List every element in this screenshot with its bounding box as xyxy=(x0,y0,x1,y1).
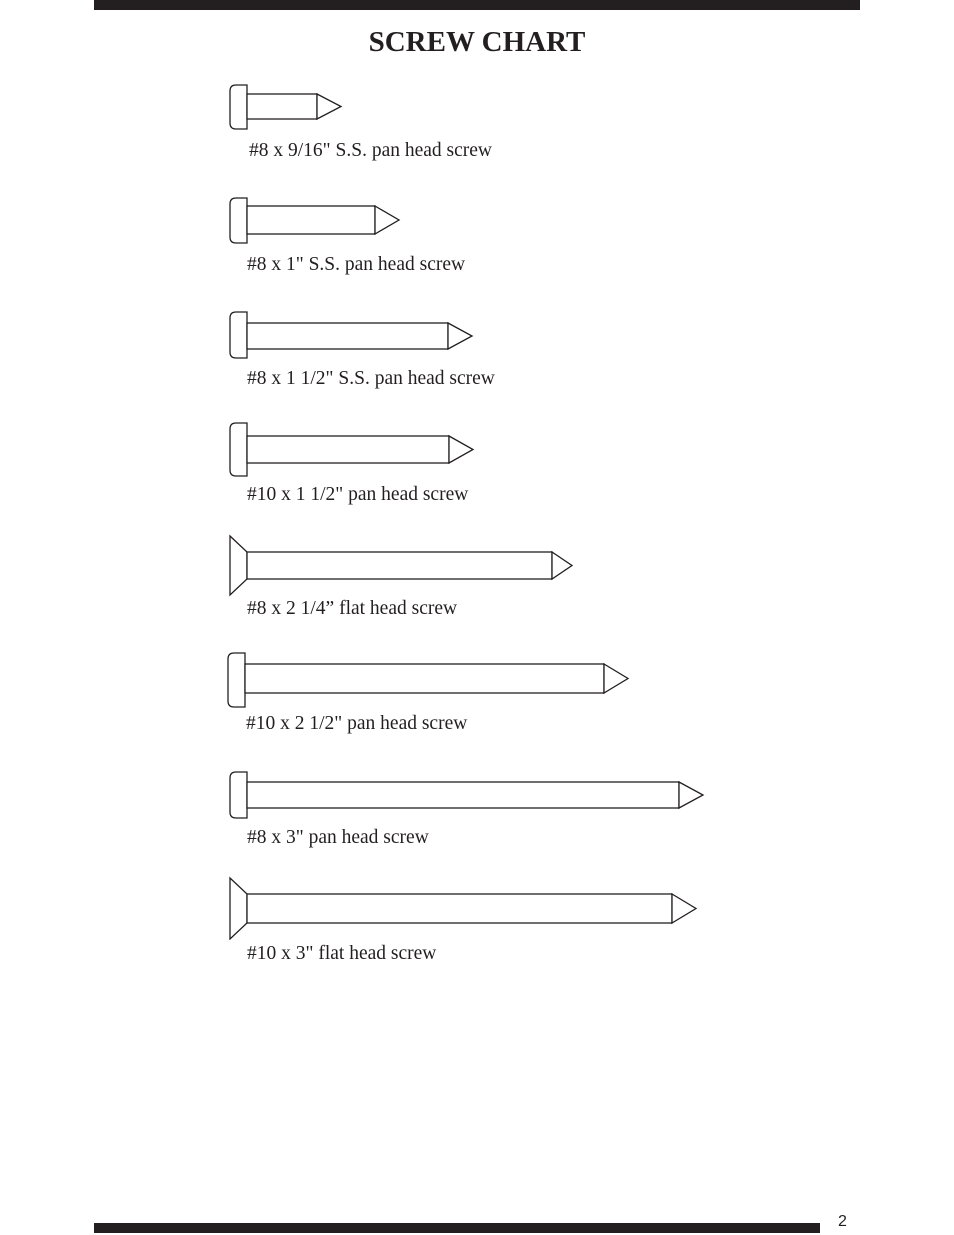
screw-label: #8 x 2 1/4” flat head screw xyxy=(247,598,458,619)
screw-label: #8 x 1" S.S. pan head screw xyxy=(247,254,466,275)
flat-head-screw-icon xyxy=(0,534,954,598)
pan-head-screw-icon xyxy=(0,80,954,134)
screw-label: #8 x 9/16" S.S. pan head screw xyxy=(249,140,493,161)
page-title: SCREW CHART xyxy=(368,26,586,58)
screw-label: #8 x 1 1/2" S.S. pan head screw xyxy=(247,368,495,389)
pan-head-screw-icon xyxy=(0,194,954,248)
pan-head-screw-icon xyxy=(0,420,954,480)
page-number: 2 xyxy=(838,1213,847,1230)
screw-label: #10 x 2 1/2" pan head screw xyxy=(246,713,468,734)
flat-head-screw-icon xyxy=(0,876,954,940)
screw-label: #10 x 3" flat head screw xyxy=(247,943,437,964)
pan-head-screw-icon xyxy=(0,308,954,362)
screw-label: #8 x 3" pan head screw xyxy=(247,827,429,848)
top-rule xyxy=(94,0,860,10)
bottom-rule xyxy=(94,1223,820,1233)
pan-head-screw-icon xyxy=(0,768,954,822)
screw-label: #10 x 1 1/2" pan head screw xyxy=(247,484,469,505)
pan-head-screw-icon xyxy=(0,650,954,710)
